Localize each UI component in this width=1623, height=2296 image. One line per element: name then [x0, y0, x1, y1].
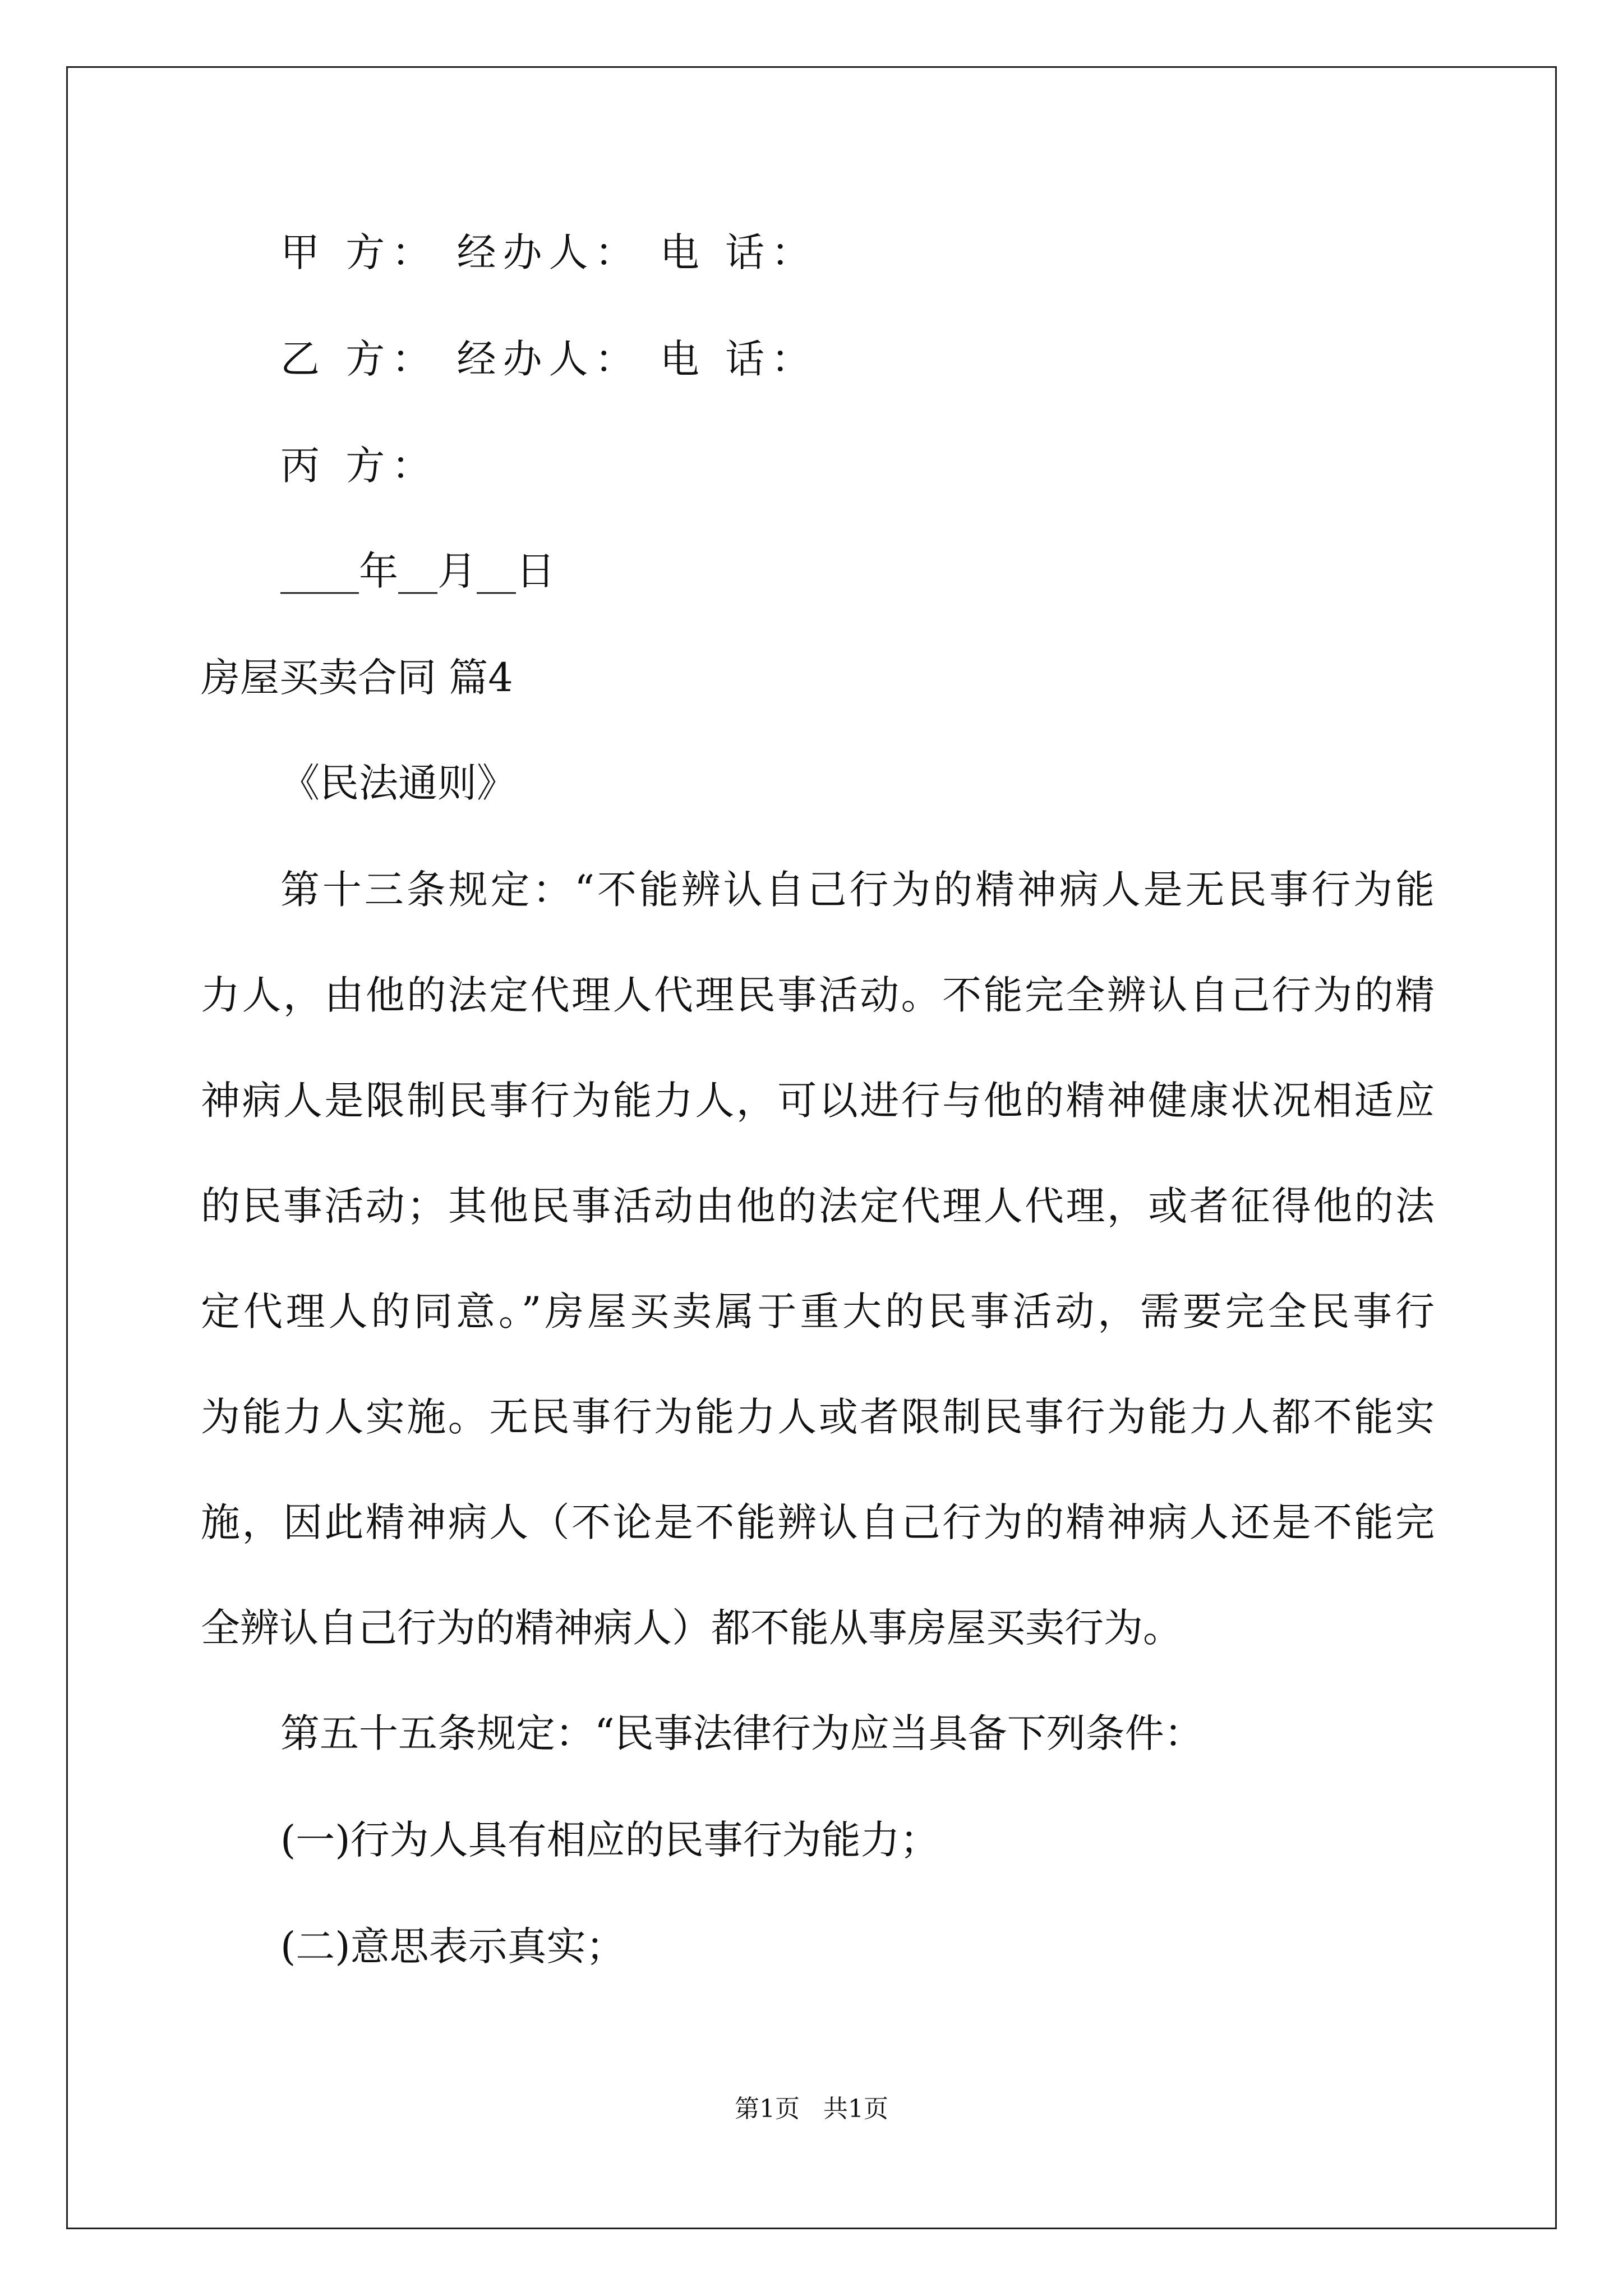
article-55-intro: 第五十五条规定：“民事法律行为应当具备下列条件：: [280, 1710, 1204, 1756]
article-13-line: 为能力人实施。无民事行为能力人或者限制民事行为能力人都不能实: [201, 1394, 1435, 1440]
article-13-line: 的民事活动；其他民事活动由他的法定代理人代理，或者征得他的法: [201, 1183, 1435, 1229]
condition-item: (一)行为人具有相应的民事行为能力；: [280, 1817, 939, 1863]
law-title: 《民法通则》: [280, 760, 516, 806]
article-13-line: 定代理人的同意。”房屋买卖属于重大的民事活动，需要完全民事行: [201, 1289, 1435, 1335]
article-13-line: 施，因此精神病人（不论是不能辨认自己行为的精神病人还是不能完: [201, 1499, 1435, 1545]
page-footer: 第1页 共1页: [735, 2095, 888, 2123]
party-b-signature-line: 乙 方： 经办人： 电 话：: [280, 336, 818, 382]
date-line: ____年__月__日: [280, 548, 555, 594]
party-a-signature-line: 甲 方： 经办人： 电 话：: [280, 229, 818, 275]
party-c-signature-line: 丙 方：: [280, 443, 438, 489]
condition-item: (二)意思表示真实；: [280, 1924, 625, 1970]
article-13-line: 第十三条规定：“不能辨认自己行为的精神病人是无民事行为能: [280, 867, 1435, 913]
page-border: [66, 66, 1557, 2229]
article-13-line: 全辨认自己行为的精神病人）都不能从事房屋买卖行为。: [201, 1605, 1182, 1651]
article-13-line: 力人，由他的法定代理人代理民事活动。不能完全辨认自己行为的精: [201, 972, 1435, 1018]
section-heading: 房屋买卖合同 篇4: [201, 655, 513, 701]
article-13-line: 神病人是限制民事行为能力人，可以进行与他的精神健康状况相适应: [201, 1078, 1435, 1124]
